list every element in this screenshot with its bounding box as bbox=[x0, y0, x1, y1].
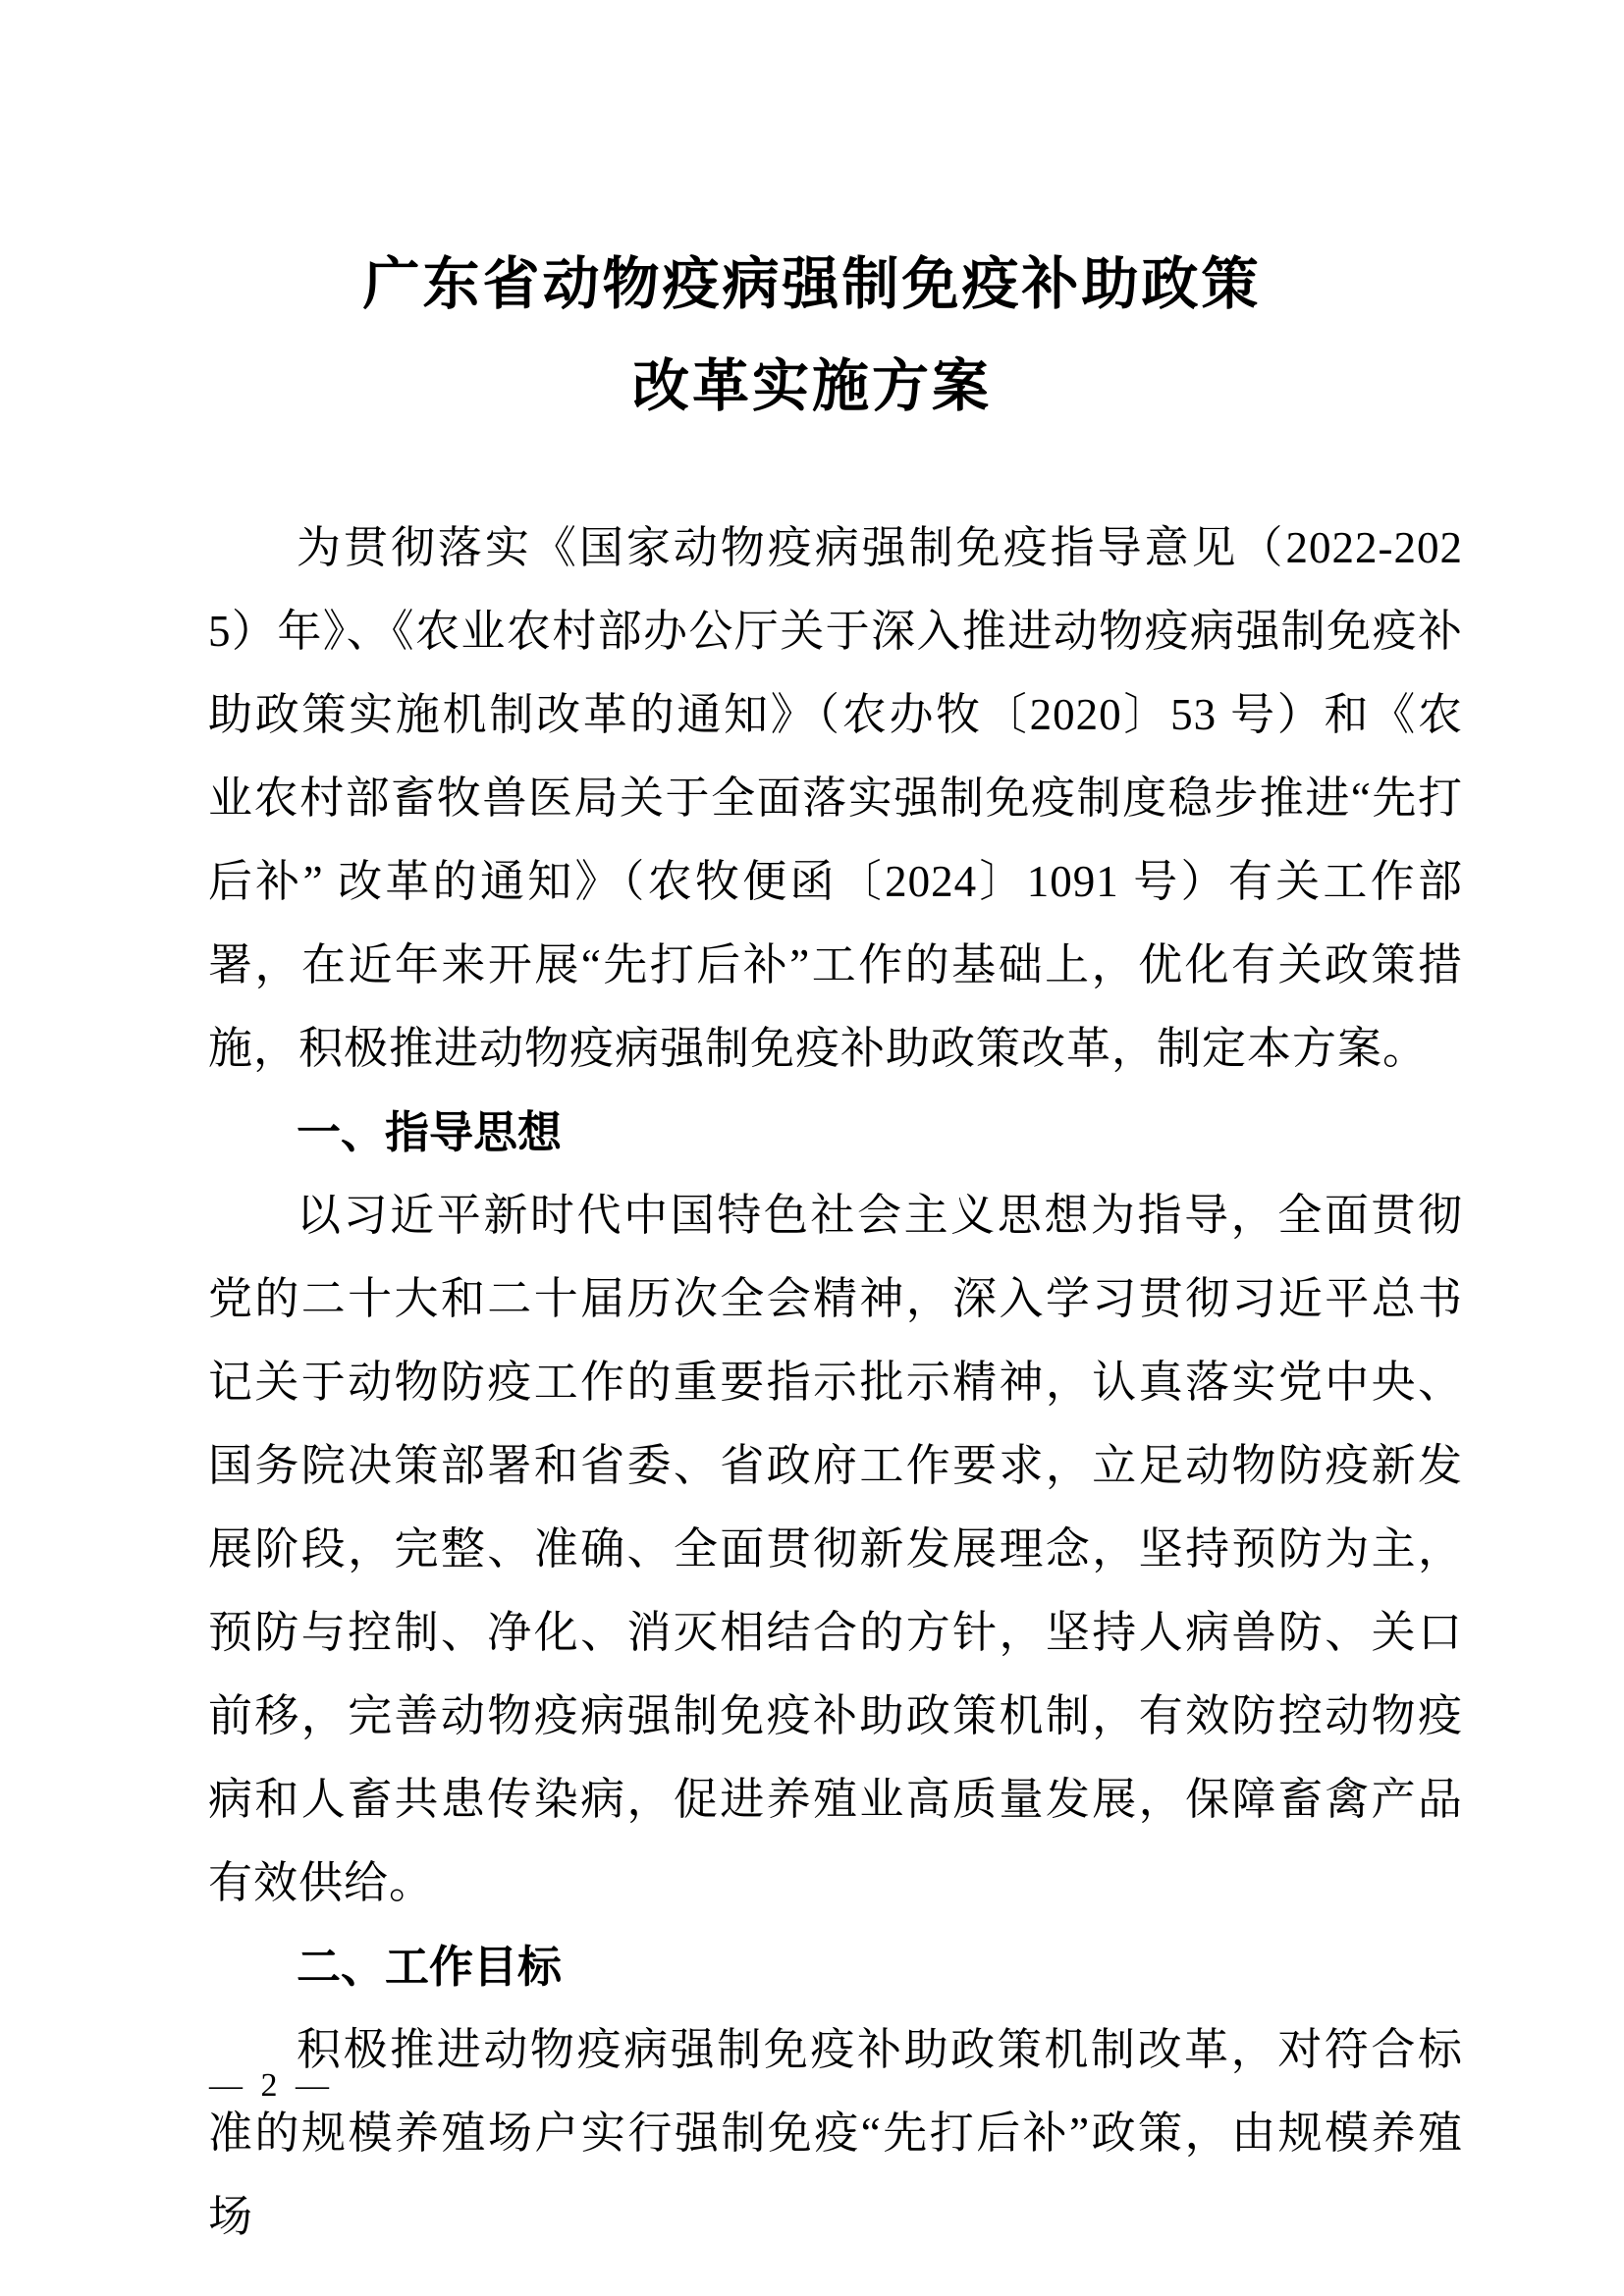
paragraph-guiding-ideology: 以习近平新时代中国特色社会主义思想为指导，全面贯彻党的二十大和二十届历次全会精神，深入学习贯彻习近平总书记关于动物防疫工作的重要指示批示精神，认真落实党中央、国务院决策部署和省委、省政府工作要求，立足动物防疫新发展阶段，完整、准确、全面贯彻新发展理念，坚持预防为主，预防与控制、净化、消灭相结合的方针，坚持人病兽防、关口前移，完善动物疫病强制免疫补助政策机制，有效防控动物疫病和人畜共患传染病，促进养殖业高质量发展，保障畜禽产品有效供给。 bbox=[208, 1191, 1463, 1907]
document-body bbox=[208, 507, 1463, 2259]
document-title bbox=[0, 0, 1624, 438]
paragraph-work-goals: 积极推进动物疫病强制免疫补助政策机制改革，对符合标准的规模养殖场户实行强制免疫“先打后补”政策，由规模养殖场 bbox=[208, 2025, 1463, 2241]
paragraph-intro: 为贯彻落实《国家动物疫病强制免疫指导意见（2022-2025）年》、《农业农村部办公厅关于深入推进动物疫病强制免疫补助政策实施机制改革的通知》（农办牧〔2020〕53 号）和《农业农村部畜牧兽医局关于全面落实强制免疫制度稳步推进“先打后补” 改革的通知》（农牧便函〔2024〕1091 号）有关工作部署，在近年来开展“先打后补”工作的基础上，优化有关政策措施，积极推进动物疫病强制免疫补助政策改革，制定本方案。 bbox=[208, 523, 1463, 1073]
title-line-1: 广东省动物疫病强制免疫补助政策 bbox=[362, 252, 1262, 316]
page-number: — 2 — bbox=[209, 2067, 334, 2104]
title-line-2: 改革实施方案 bbox=[631, 354, 992, 418]
section-heading-guiding-ideology: 一、指导思想 bbox=[297, 1107, 563, 1157]
section-heading-work-goals: 二、工作目标 bbox=[297, 1942, 563, 1992]
